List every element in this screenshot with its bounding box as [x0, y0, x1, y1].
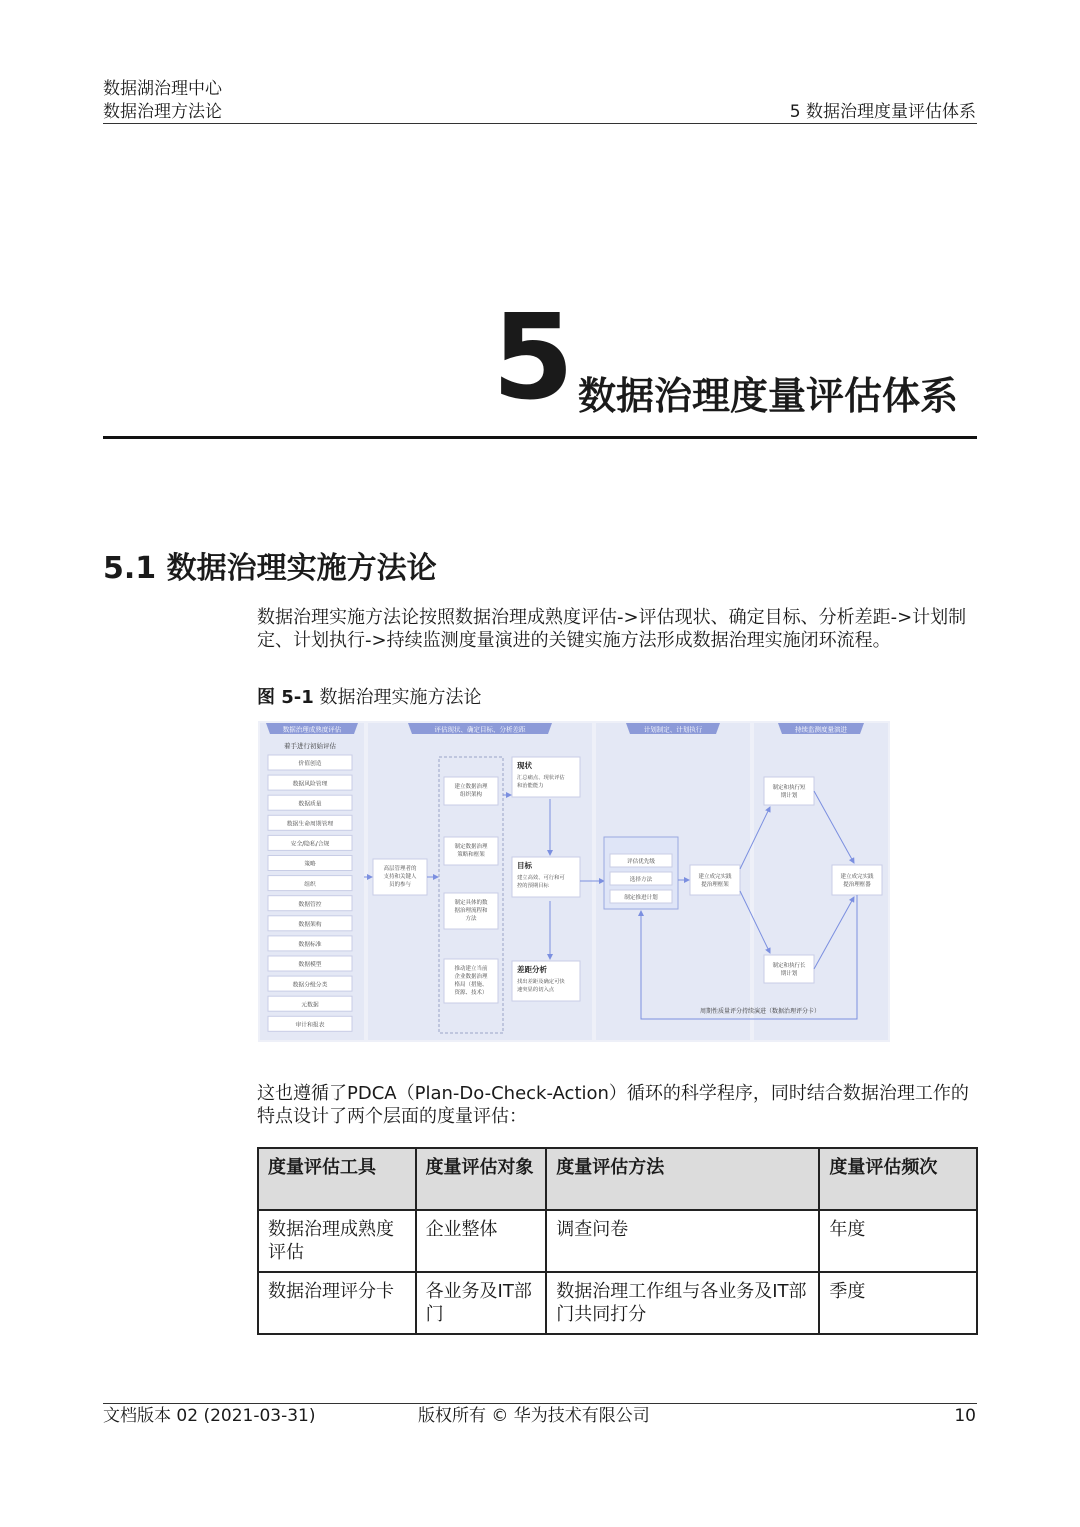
- lane-2-step-text: 制定具体的数: [454, 900, 488, 906]
- lane-1-item: 数据标准: [298, 942, 322, 949]
- lane-1-item: 安全/隐私/合规: [290, 841, 330, 848]
- lane-3-header-text: 计划制定、计划执行: [643, 725, 703, 734]
- lane-3-stack-item: 选择方法: [629, 877, 653, 883]
- header-product-name: 数据湖治理中心: [103, 79, 222, 99]
- cell-tool: 数据治理评分卡: [258, 1272, 416, 1334]
- loop-label: 周期性质量评分持续演进（数据治理评分卡）: [699, 1008, 821, 1015]
- lane-4-framework-box: [832, 865, 882, 895]
- col-header-method: 度量评估方法: [546, 1148, 819, 1210]
- header-rule: [103, 123, 977, 124]
- lane-2-analysis-text: 找出差距及确定可快: [517, 979, 565, 985]
- figure-caption: [257, 686, 482, 710]
- header-chapter-ref: 5 数据治理度量评估体系: [789, 102, 976, 122]
- lane-1-item: 数据风险管理: [292, 781, 328, 788]
- lane-2-analysis-text: 和治能能力: [517, 783, 544, 789]
- lane-2-step-text: 策略和框架: [457, 852, 485, 858]
- methodology-diagram: [258, 721, 890, 1042]
- lane-2-step-text: 方法: [465, 916, 477, 922]
- lane-3-framework-2: 提治理框架: [701, 882, 729, 888]
- lane-2-header-text: 评估现状、确定目标、分析差距: [434, 725, 526, 734]
- lane-2-analysis-title: 差距分析: [517, 965, 547, 974]
- short-plan-2: 期计划: [780, 793, 798, 799]
- lane-3-framework-box: [690, 865, 740, 895]
- chapter-title: 数据治理度量评估体系: [578, 374, 959, 418]
- lane-2-step-text: 建立数据治理: [454, 784, 488, 790]
- lane-2-right: [512, 757, 580, 1001]
- lane-1-subtitle: 着手进行初始评估: [284, 742, 336, 750]
- lane-2-step-text: 据治理流程和: [454, 908, 488, 914]
- figure-label: 图 5-1: [257, 687, 314, 708]
- lane-2-analysis-title: 目标: [517, 861, 532, 870]
- figure-caption-text: 数据治理实施方法论: [319, 687, 482, 708]
- col-header-frequency: 度量评估频次: [819, 1148, 977, 1210]
- lane-2-step-box: [444, 837, 498, 865]
- table-row: [258, 1272, 977, 1334]
- lane-2-step-text: 企业数据治理: [454, 974, 488, 980]
- lane-2-analysis-text: 速突显的切入点: [517, 987, 555, 993]
- lane-2-analysis-title: 现状: [517, 761, 532, 770]
- pdca-paragraph: 这也遵循了PDCA（Plan-Do-Check-Action）循环的科学程序，同时结合数据治理工作的特点设计了两个层面的度量评估：: [257, 1083, 969, 1127]
- short-plan-1: 制定和执行短: [772, 785, 806, 791]
- lane-1-header-text: 数据治理成熟度评估: [282, 725, 342, 734]
- cell-object: 企业整体: [416, 1210, 547, 1272]
- lane-2-step-text: 推动建立当前: [454, 966, 488, 972]
- col-header-tool: 度量评估工具: [258, 1148, 416, 1210]
- metrics-table: [257, 1147, 978, 1335]
- cell-method: 调查问卷: [546, 1210, 819, 1272]
- lane-2-step-box: [444, 777, 498, 805]
- lane-3-stack-item: 制定推进计划: [624, 895, 658, 901]
- lane-3-stack-item: 评估优先级: [627, 859, 655, 865]
- lane-1-item: 组织: [304, 881, 316, 888]
- lane-3-stack: [610, 854, 672, 903]
- methodology-figure: [258, 721, 890, 1042]
- lane-2-step-text: 制定数据治理: [454, 844, 488, 850]
- lane-4-long-plan-box: [764, 955, 814, 983]
- lane-2-step-text: 组织架构: [459, 792, 483, 798]
- lane-1-item: 审计和报表: [295, 1022, 325, 1029]
- lane-1-item: 价值创造: [298, 761, 322, 768]
- lane-2-analysis-text: 控的预期目标: [517, 883, 549, 889]
- footer-version: 文档版本 02 (2021-03-31): [103, 1406, 316, 1426]
- lane-1-item: 数据生命周期管理: [286, 821, 334, 828]
- footer-copyright: 版权所有 © 华为技术有限公司: [418, 1406, 650, 1426]
- lane-1-item: 数据分级分类: [292, 982, 328, 989]
- lane-4-short-plan-box: [764, 777, 814, 805]
- table-row: [258, 1210, 977, 1272]
- lane-2-step-text: 格局（措施、: [454, 982, 488, 988]
- lane-1-item: 数据质量: [298, 801, 322, 808]
- cell-tool: 数据治理成熟度评估: [258, 1210, 416, 1272]
- long-plan-1: 制定和执行长: [772, 963, 806, 969]
- footer-page-number: 10: [954, 1406, 976, 1426]
- cell-frequency: 年度: [819, 1210, 977, 1272]
- section-title: 5.1 数据治理实施方法论: [103, 551, 437, 586]
- lane-4-header-text: 持续监测度量演进: [795, 725, 847, 734]
- lane-4-framework-2: 提治理框器: [843, 882, 871, 888]
- chapter-rule: [103, 436, 977, 439]
- intro-paragraph: 数据治理实施方法论按照数据治理成熟度评估->评估现状、确定目标、分析差距->计划制定、计划执行->持续监测度量演进的关键实施方法形成数据治理实施闭环流程。: [257, 607, 967, 651]
- chapter-number: 5: [492, 288, 575, 426]
- lane-1-item: 策略: [304, 861, 316, 868]
- running-header-left: [103, 78, 222, 124]
- table-header-row: [258, 1148, 977, 1210]
- lane-1-item: 数据架构: [298, 922, 322, 928]
- lane-4-framework-1: 建立成完实践: [840, 874, 874, 880]
- col-header-object: 度量评估对象: [416, 1148, 547, 1210]
- lane-2-step-text: 资源、技术）: [454, 990, 488, 996]
- header-doc-name: 数据治理方法论: [103, 102, 222, 122]
- cell-object: 各业务及IT部门: [416, 1272, 547, 1334]
- sponsor-text-1: 高层管理者的: [383, 866, 417, 872]
- lane-1-item: 元数据: [301, 1002, 319, 1009]
- lane-1-item: 数据模型: [298, 962, 322, 969]
- lane-1-item: 数据管控: [298, 901, 322, 908]
- sponsor-text-3: 员的参与: [388, 882, 412, 888]
- cell-method: 数据治理工作组与各业务及IT部门共同打分: [546, 1272, 819, 1334]
- footer-rule: [103, 1403, 977, 1404]
- lane-2-analysis-text: 建立高效、可行和可: [517, 875, 565, 881]
- long-plan-2: 期计划: [780, 971, 798, 977]
- sponsor-text-2: 支持和关键人: [383, 874, 417, 880]
- lane-2-analysis-text: 汇总痛点、现状评估: [517, 775, 565, 781]
- lane-3-framework-1: 建立成完实践: [698, 874, 732, 880]
- cell-frequency: 季度: [819, 1272, 977, 1334]
